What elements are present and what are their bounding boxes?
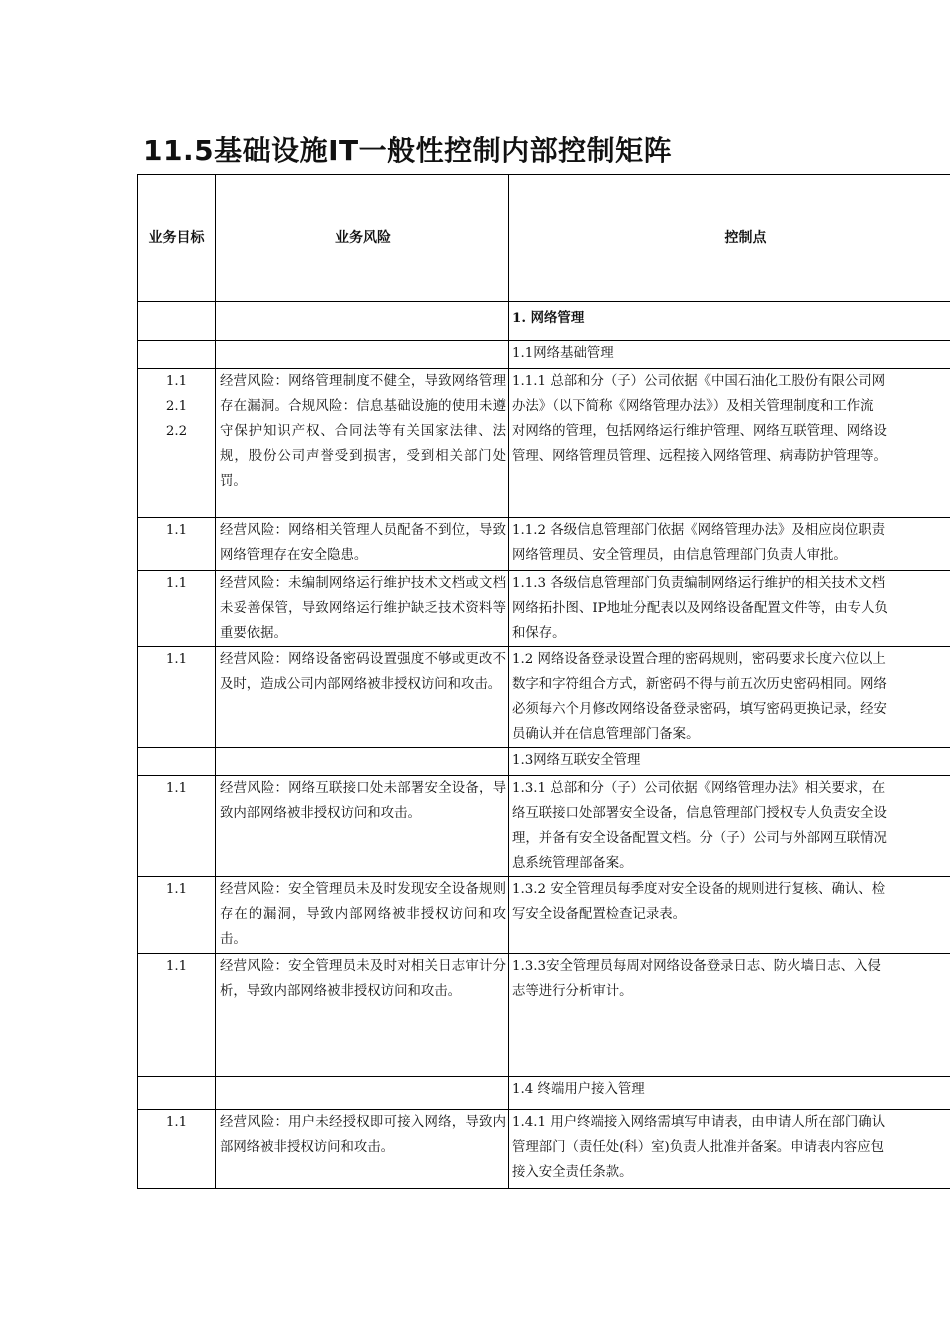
control-line: 1.1.3 各级信息管理部门负责编制网络运行维护的相关技术文档 <box>512 576 886 591</box>
goal-cell <box>138 369 216 518</box>
control-line: 网络拓扑图、IP地址分配表以及网络设备配置文件等，由专人负 <box>512 601 888 616</box>
goal-code: 1.1 <box>165 576 188 591</box>
goal-cell <box>138 877 216 954</box>
control-cell <box>509 518 950 571</box>
risk-cell: 经营风险：未编制网络运行维护技术文档或文档未妥善保管，导致网络运行维护缺乏技术资料等重要依据。 <box>216 571 509 647</box>
section-row <box>138 302 950 341</box>
risk-cell <box>216 1077 509 1110</box>
goal-code: 1.1 <box>165 652 188 667</box>
control-cell <box>509 647 950 748</box>
goal-code: 1.1 <box>165 1115 188 1130</box>
subsection-heading: 1.3网络互联安全管理 <box>512 753 641 768</box>
risk-cell: 经营风险：网络管理制度不健全，导致网络管理存在漏洞。合规风险：信息基础设施的使用未遵守保护知识产权、合同法等有关国家法律、法规，股份公司声誉受到损害，受到相关部门处罚。 <box>216 369 509 518</box>
goal-code: 1.1 <box>165 374 188 389</box>
table-row <box>138 571 950 647</box>
control-line: 接入安全责任条款。 <box>512 1165 633 1180</box>
control-line: 员确认并在信息管理部门备案。 <box>512 727 700 742</box>
control-line: 和保存。 <box>512 626 566 641</box>
goal-code: 1.1 <box>165 882 188 897</box>
control-line: 对网络的管理，包括网络运行维护管理、网络互联管理、网络设 <box>512 424 887 439</box>
goal-code: 1.1 <box>165 523 188 538</box>
goal-cell <box>138 1077 216 1110</box>
control-cell <box>509 877 950 954</box>
table-row <box>138 1110 950 1189</box>
table-row <box>138 369 950 518</box>
risk-cell: 经营风险：安全管理员未及时发现安全设备规则存在的漏洞，导致内部网络被非授权访问和攻击。 <box>216 877 509 954</box>
control-line: 办法》（以下简称《网络管理办法》）及相关管理制度和工作流 <box>512 399 874 414</box>
control-line: 1.1.2 各级信息管理部门依据《网络管理办法》及相应岗位职责 <box>512 523 886 538</box>
control-line: 1.3.3安全管理员每周对网络设备登录日志、防火墙日志、入侵 <box>512 959 881 974</box>
goal-cell <box>138 518 216 571</box>
goal-cell <box>138 776 216 877</box>
section-row <box>138 1077 950 1110</box>
subsection-heading: 1.4 终端用户接入管理 <box>512 1082 645 1097</box>
goal-code: 1.1 <box>165 959 188 974</box>
table-row <box>138 776 950 877</box>
goal-cell <box>138 954 216 1077</box>
goal-code: 2.2 <box>165 424 188 439</box>
control-line: 网络管理员、安全管理员，由信息管理部门负责人审批。 <box>512 548 847 563</box>
table-row <box>138 877 950 954</box>
control-cell <box>509 571 950 647</box>
risk-cell <box>216 341 509 369</box>
table-row <box>138 518 950 571</box>
header-goal: 业务目标 <box>138 175 216 302</box>
control-line: 理，并备有安全设备配置文档。分（子）公司与外部网互联情况 <box>512 831 887 846</box>
control-line: 1.3.2 安全管理员每季度对安全设备的规则进行复核、确认、检 <box>512 882 886 897</box>
goal-cell <box>138 302 216 341</box>
risk-cell: 经营风险：网络互联接口处未部署安全设备，导致内部网络被非授权访问和攻击。 <box>216 776 509 877</box>
goal-cell <box>138 341 216 369</box>
control-cell <box>509 1110 950 1189</box>
risk-cell <box>216 302 509 341</box>
control-cell <box>509 1077 950 1110</box>
goal-cell <box>138 748 216 776</box>
control-cell <box>509 776 950 877</box>
control-line: 必须每六个月修改网络设备登录密码，填写密码更换记录，经安 <box>512 702 887 717</box>
control-cell <box>509 369 950 518</box>
risk-cell: 经营风险：网络相关管理人员配备不到位，导致网络管理存在安全隐患。 <box>216 518 509 571</box>
page-title: 11.5基础设施IT一般性控制内部控制矩阵 <box>143 134 673 167</box>
header-control: 控制点 <box>509 175 950 302</box>
control-line: 志等进行分析审计。 <box>512 984 633 999</box>
risk-cell: 经营风险：安全管理员未及时对相关日志审计分析，导致内部网络被非授权访问和攻击。 <box>216 954 509 1077</box>
control-line: 1.3.1 总部和分（子）公司依据《网络管理办法》相关要求，在 <box>512 781 886 796</box>
goal-code: 2.1 <box>165 399 188 414</box>
control-line: 管理、网络管理员管理、远程接入网络管理、病毒防护管理等。 <box>512 449 887 464</box>
risk-cell: 经营风险：网络设备密码设置强度不够或更改不及时，造成公司内部网络被非授权访问和攻击。 <box>216 647 509 748</box>
table-row <box>138 647 950 748</box>
control-line: 1.4.1 用户终端接入网络需填写申请表，由申请人所在部门确认 <box>512 1115 886 1130</box>
control-line: 络互联接口处部署安全设备，信息管理部门授权专人负责安全设 <box>512 806 887 821</box>
control-line: 写安全设备配置检查记录表。 <box>512 907 687 922</box>
control-line: 管理部门（责任处(科）室)负责人批准并备案。申请表内容应包 <box>512 1140 884 1155</box>
table-row <box>138 954 950 1077</box>
goal-cell <box>138 571 216 647</box>
control-matrix-table <box>137 174 950 1189</box>
section-heading: 1. 网络管理 <box>512 310 585 326</box>
section-row <box>138 748 950 776</box>
header-risk: 业务风险 <box>216 175 509 302</box>
risk-cell <box>216 748 509 776</box>
control-cell <box>509 341 950 369</box>
goal-cell <box>138 1110 216 1189</box>
control-line: 数字和字符组合方式，新密码不得与前五次历史密码相同。网络 <box>512 677 887 692</box>
control-line: 1.1.1 总部和分（子）公司依据《中国石油化工股份有限公司网 <box>512 374 886 389</box>
goal-code: 1.1 <box>165 781 188 796</box>
control-line: 息系统管理部备案。 <box>512 856 633 871</box>
goal-cell <box>138 647 216 748</box>
table-header-row <box>138 175 950 302</box>
subsection-heading: 1.1网络基础管理 <box>512 346 614 361</box>
control-cell <box>509 954 950 1077</box>
control-cell <box>509 748 950 776</box>
risk-cell: 经营风险：用户未经授权即可接入网络，导致内部网络被非授权访问和攻击。 <box>216 1110 509 1189</box>
section-row <box>138 341 950 369</box>
control-line: 1.2 网络设备登录设置合理的密码规则，密码要求长度六位以上 <box>512 652 886 667</box>
control-cell <box>509 302 950 341</box>
